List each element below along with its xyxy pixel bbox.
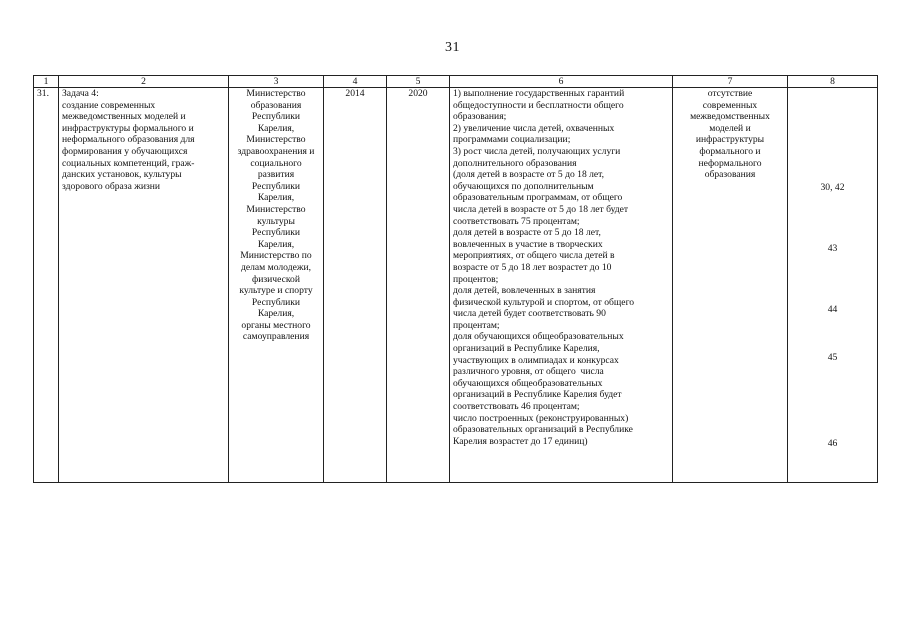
column-header: 4 — [324, 76, 387, 88]
indicator-references — [788, 88, 878, 483]
column-header: 2 — [59, 76, 229, 88]
consequences-of-non-implementation: отсутствие современных межведомственных моделей и инфраструктуры формального и неформального образования — [673, 88, 788, 483]
expected-results: 1) выполнение государственных гарантий общедоступности и бесплатности общего образования; 2) увеличение числа детей, охваченных программами социализации; 3) рост числа детей, получающих услуги дополнительного образования (доля детей в возрасте от 5 до 18 лет, обучающихся по дополнительным образовательным программам, от общего числа детей в возрасте от 5 до 18 лет будет соответствовать 75 процентам; доля детей в возрасте от 5 до 18 лет, вовлеченных в участие в творческих мероприятиях, от общего числа детей в возрасте от 5 до 18 лет возрастет до 10 процентов; доля детей, вовлеченных в занятия физической культурой и спортом, от общего числа детей будет соответствовать 90 процентам; доля обучающихся общеобразовательных организаций в Республике Карелия, участвующих в олимпиадах и конкурсах различного уровня, от общего числа обучающихся общеобразовательных организаций в Республике Карелия будет соответствовать 46 процентам; число построенных (реконструированных) образовательных организаций в Республике Карелия возрастет до 17 единиц) — [450, 88, 673, 483]
column-header: 8 — [788, 76, 878, 88]
task-description: Задача 4: создание современных межведомственных моделей и инфраструктуры формального и неформального образования для формирования у обучающихся социальных компетенций, граж- данских установок, культуры здорового образа жизни — [59, 88, 229, 483]
column-header: 7 — [673, 76, 788, 88]
indicator-ref: 44 — [827, 304, 838, 315]
start-year: 2014 — [324, 88, 387, 483]
end-year: 2020 — [387, 88, 450, 483]
indicator-ref: 43 — [827, 243, 838, 254]
table-header-row — [34, 76, 878, 88]
column-header: 5 — [387, 76, 450, 88]
indicator-ref: 45 — [827, 352, 838, 363]
row-number: 31. — [34, 88, 59, 483]
column-header: 3 — [229, 76, 324, 88]
column-header: 6 — [450, 76, 673, 88]
column-header: 1 — [34, 76, 59, 88]
activities-table — [33, 75, 878, 483]
indicator-ref: 30, 42 — [820, 182, 845, 193]
page-number: 31 — [445, 40, 460, 55]
indicator-ref: 46 — [827, 438, 838, 449]
responsible-executors: Министерство образования Республики Карелия, Министерство здравоохранения и социального развития Республики Карелия, Министерство культуры Республики Карелия, Министерство по делам молодежи, физической культуре и спорту Республики Карелия, органы местного самоуправления — [229, 88, 324, 483]
table-row — [34, 88, 878, 483]
